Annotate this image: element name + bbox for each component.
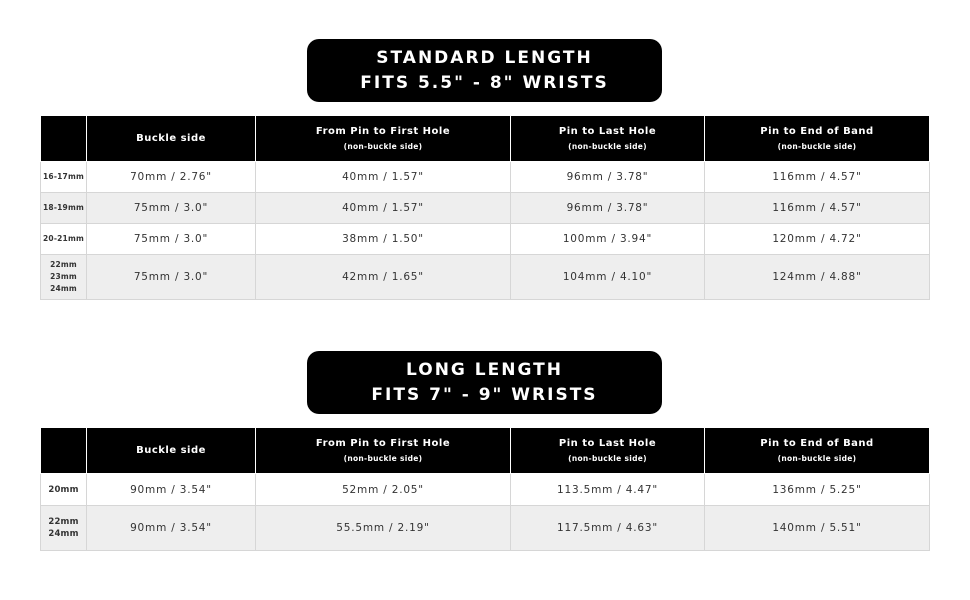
table-header-row (41, 116, 930, 162)
size-label: 16-17mm (41, 162, 87, 193)
last-hole-header: Pin to Last Hole (non-buckle side) (511, 116, 705, 162)
end-of-band-cell: 140mm / 5.51" (705, 506, 930, 551)
table-row (41, 193, 930, 224)
size-label: 22mm 24mm (41, 506, 87, 551)
long-length-table (40, 427, 930, 551)
standard-heading-line1: STANDARD LENGTH (376, 48, 593, 68)
table-header-row (41, 428, 930, 474)
end-of-band-cell: 116mm / 4.57" (705, 193, 930, 224)
first-hole-subheader: (non-buckle side) (343, 142, 423, 151)
last-hole-cell: 96mm / 3.78" (511, 162, 705, 193)
buckle-side-cell: 75mm / 3.0" (87, 193, 256, 224)
first-hole-header: From Pin to First Hole (non-buckle side) (256, 116, 511, 162)
end-of-band-header: Pin to End of Band (non-buckle side) (705, 428, 930, 474)
buckle-side-cell: 75mm / 3.0" (87, 255, 256, 300)
last-hole-header: Pin to Last Hole (non-buckle side) (511, 428, 705, 474)
last-hole-cell: 104mm / 4.10" (511, 255, 705, 300)
table-row (41, 255, 930, 300)
last-hole-subheader: (non-buckle side) (568, 454, 647, 463)
buckle-side-cell: 90mm / 3.54" (87, 506, 256, 551)
buckle-side-header: Buckle side (87, 428, 256, 474)
size-column-header (41, 428, 87, 474)
first-hole-cell: 55.5mm / 2.19" (256, 506, 511, 551)
long-heading-line2: FITS 7" - 9" WRISTS (371, 385, 598, 405)
end-of-band-cell: 124mm / 4.88" (705, 255, 930, 300)
first-hole-cell: 40mm / 1.57" (256, 193, 511, 224)
table-row (41, 474, 930, 506)
last-hole-subheader: (non-buckle side) (568, 142, 647, 151)
table-row (41, 162, 930, 193)
last-hole-cell: 100mm / 3.94" (511, 224, 705, 255)
standard-length-heading (307, 39, 662, 102)
first-hole-cell: 40mm / 1.57" (256, 162, 511, 193)
table-row (41, 224, 930, 255)
end-of-band-cell: 116mm / 4.57" (705, 162, 930, 193)
last-hole-cell: 96mm / 3.78" (511, 193, 705, 224)
size-label: 18-19mm (41, 193, 87, 224)
standard-heading-line2: FITS 5.5" - 8" WRISTS (360, 73, 609, 93)
first-hole-cell: 38mm / 1.50" (256, 224, 511, 255)
size-label: 22mm 23mm 24mm (41, 255, 87, 300)
first-hole-cell: 42mm / 1.65" (256, 255, 511, 300)
first-hole-cell: 52mm / 2.05" (256, 474, 511, 506)
end-of-band-subheader: (non-buckle side) (777, 142, 857, 151)
buckle-side-cell: 75mm / 3.0" (87, 224, 256, 255)
size-label: 20-21mm (41, 224, 87, 255)
first-hole-header: From Pin to First Hole (non-buckle side) (256, 428, 511, 474)
buckle-side-cell: 70mm / 2.76" (87, 162, 256, 193)
end-of-band-subheader: (non-buckle side) (777, 454, 857, 463)
size-label: 20mm (41, 474, 87, 506)
long-heading-line1: LONG LENGTH (406, 360, 563, 380)
size-column-header (41, 116, 87, 162)
end-of-band-header: Pin to End of Band (non-buckle side) (705, 116, 930, 162)
first-hole-subheader: (non-buckle side) (343, 454, 423, 463)
table-row (41, 506, 930, 551)
long-length-heading (307, 351, 662, 414)
last-hole-cell: 113.5mm / 4.47" (511, 474, 705, 506)
last-hole-cell: 117.5mm / 4.63" (511, 506, 705, 551)
buckle-side-cell: 90mm / 3.54" (87, 474, 256, 506)
end-of-band-cell: 136mm / 5.25" (705, 474, 930, 506)
end-of-band-cell: 120mm / 4.72" (705, 224, 930, 255)
buckle-side-header: Buckle side (87, 116, 256, 162)
standard-length-table (40, 115, 930, 300)
